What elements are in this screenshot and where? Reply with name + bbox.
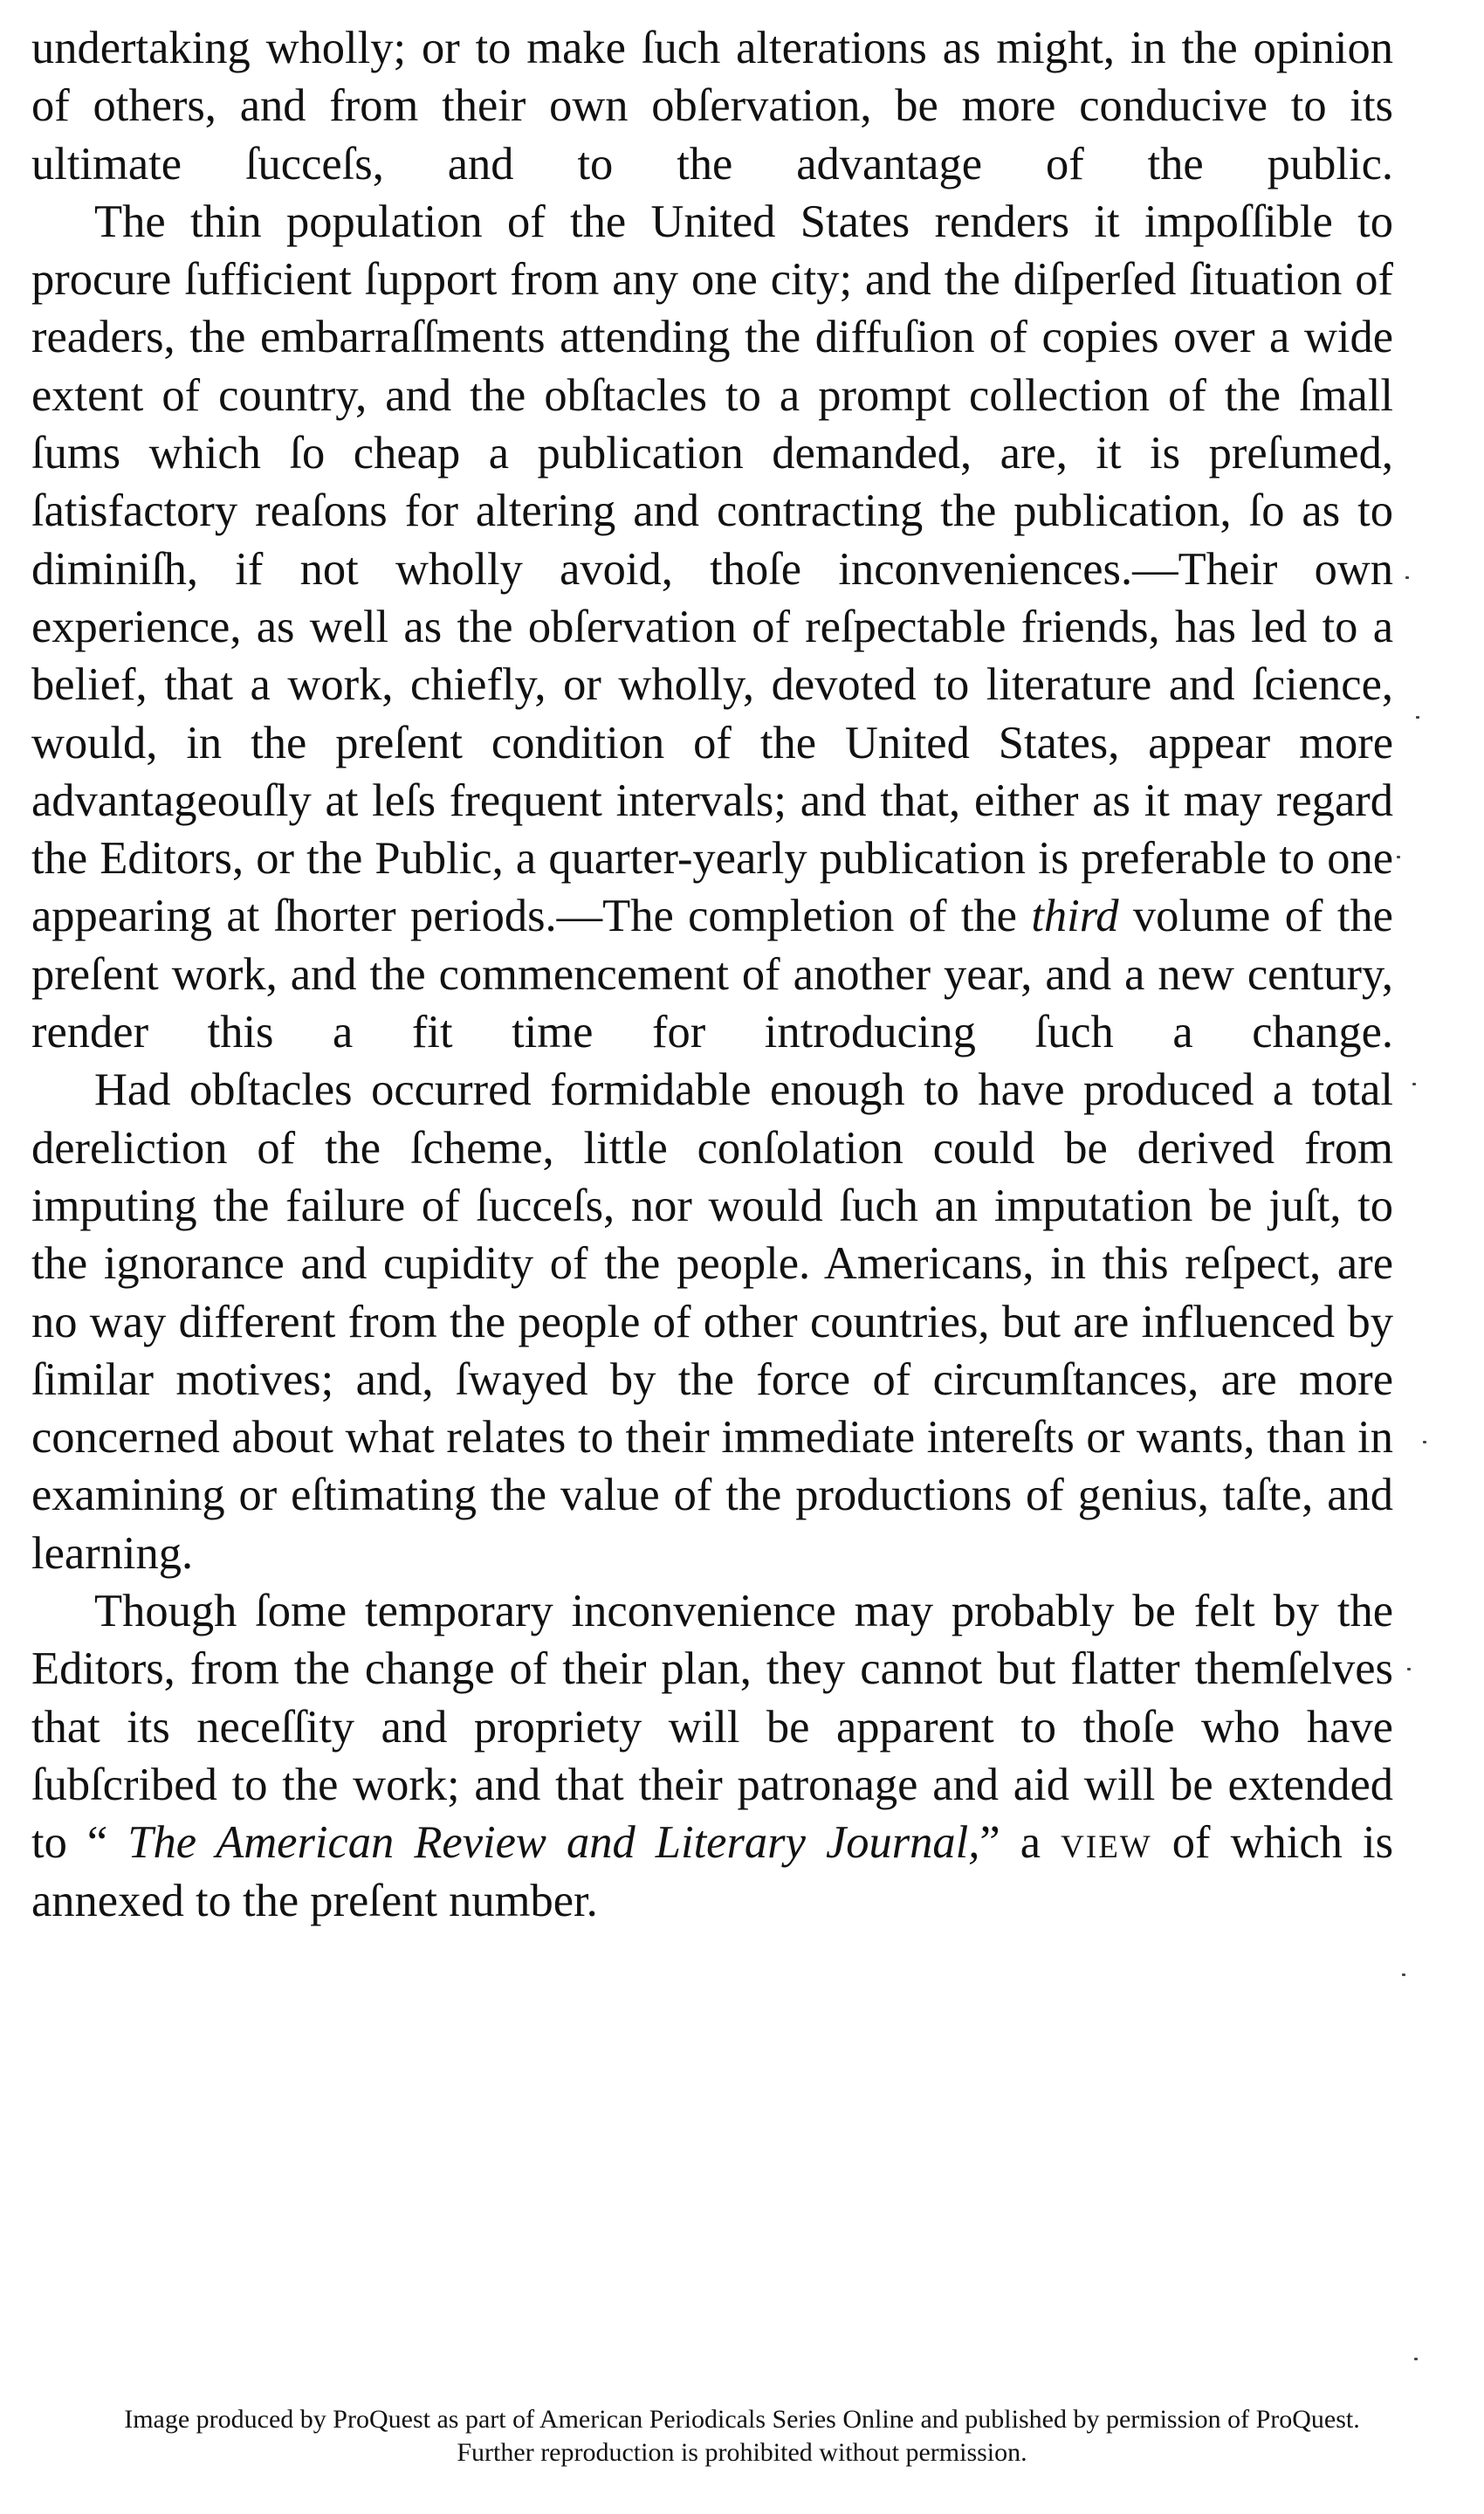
- paragraph-4-text-middle: ” a: [979, 1817, 1061, 1869]
- paragraph-1-text: undertaking wholly; or to make ſuch alterations as might, in the opinion of others, and from their own obſervation, be more conducive to its ultimate ſucceſs, and to the advantage of the public.: [31, 23, 1393, 189]
- paragraph-3-text: Had obſtacles occurred formidable enough to have produced a total dereliction of the ſcheme, little conſolation could be derived from imputing the failure of ſucceſs, nor would ſuch an imputation be juſt, to the ignorance and cupidity of the people. Americans, in this reſpect, are no way different from the people of other countries, but are influenced by ſimilar motives; and, ſwayed by the force of circumſtances, are more concerned about what relates to their immediate intereſts or wants, than in examining or eſtimating the value of the productions of genius, taſte, and learning.: [31, 1064, 1393, 1579]
- paragraph-4: [31, 1582, 1393, 1930]
- paragraph-2-text-after: volume of the preſent work, and the commencement of another year, and a new century, render this a fit time for introducing ſuch a change.: [31, 891, 1393, 1058]
- paragraph-2-text: The thin population of the United States renders it impoſſible to procure ſufficient ſupport from any one city; and the diſperſed ſituation of readers, the embarraſſments attending the diffuſion of copies over a wide extent of country, and the obſtacles to a prompt collection of the ſmall ſums which ſo cheap a publication demanded, are, it is preſumed, ſatisfactory reaſons for altering and contracting the publication, ſo as to diminiſh, if not wholly avoid, thoſe inconveniences.—Their own experience, as well as the obſervation of reſpectable friends, has led to a belief, that a work, chiefly, or wholly, devoted to literature and ſcience, would, in the preſent condition of the United States, appear more advantageouſly at leſs frequent intervals; and that, either as it may regard the Editors, or the Public, a quarter-yearly publication is preferable to one appearing at ſhorter periods.—The completion of the: [31, 196, 1393, 942]
- footer-line-2: Further reproduction is prohibited without permission.: [457, 2438, 1027, 2467]
- paragraph-3: [31, 1061, 1393, 1582]
- footer-line-1: Image produced by ProQuest as part of American Periodicals Series Online and published by permission of ProQuest.: [124, 2405, 1360, 2434]
- paragraph-4-text-before: Though ſome temporary inconvenience may probably be felt by the Editors, from the change of their plan, they cannot but flatter themſelves that its neceſſity and propriety will be apparent to thoſe who have ſubſcribed to the work; and that their patronage and aid will be extended to “: [31, 1586, 1393, 1869]
- paragraph-2-italic-word: third: [1031, 891, 1119, 942]
- paragraph-2: [31, 193, 1393, 1061]
- paragraph-4-journal-title: The American Review and Literary Journal,: [127, 1817, 980, 1869]
- paragraph-4-smallcaps-word: view: [1061, 1817, 1152, 1869]
- footer-notice: [0, 2403, 1484, 2469]
- body-text: [31, 19, 1393, 1930]
- paragraph-1: [31, 19, 1393, 193]
- paragraph-4-text-after: of which is annexed to the preſent number.: [31, 1817, 1393, 1926]
